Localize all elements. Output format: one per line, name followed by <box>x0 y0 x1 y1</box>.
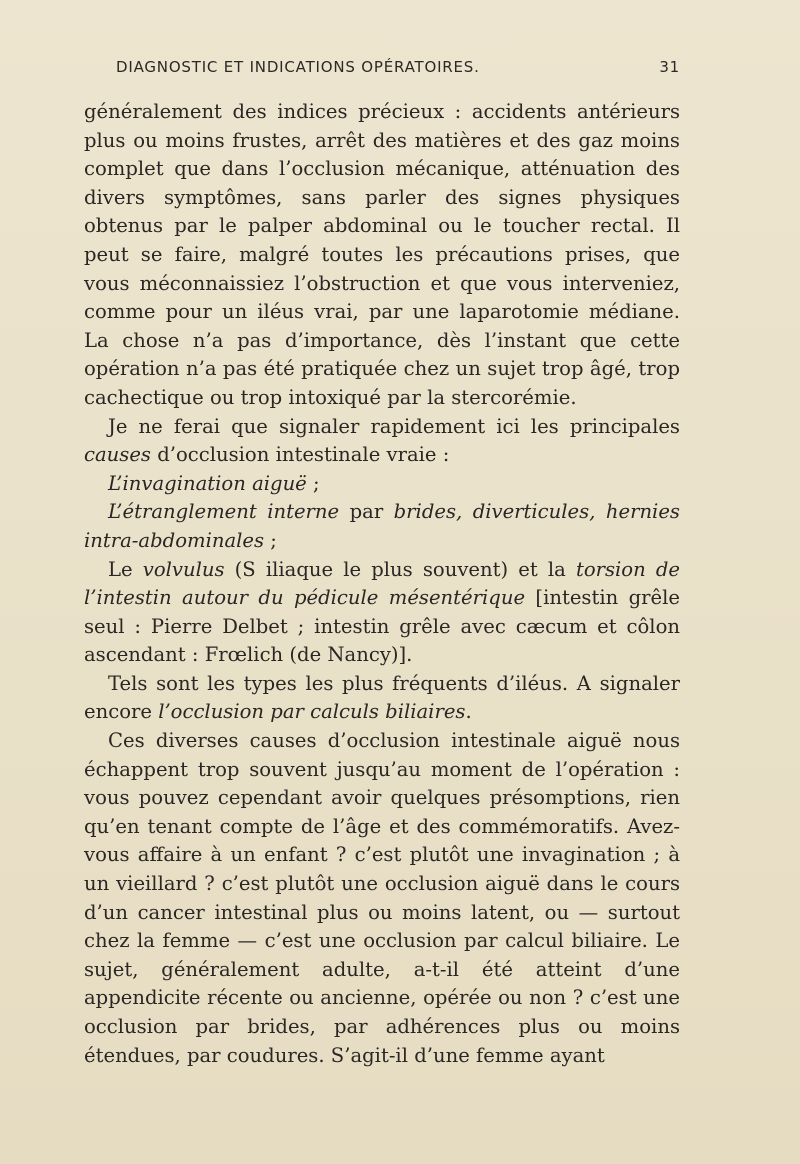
types-lead: Tels sont les types les plus fréquents d’iléus. A signaler encore <box>84 671 680 724</box>
cause-item-volvulus <box>84 556 680 670</box>
cause-item-invagination-tail: ; <box>306 471 320 495</box>
cause-item-etranglement-list: brides, diverticules, hernies intra-abdominales <box>84 500 680 552</box>
cause-item-etranglement-term: L’étranglement interne <box>108 500 340 524</box>
cause-item-volvulus-tail: [intestin grêle seul : Pierre Delbet ; intestin grêle avec cæcum et côlon ascendant : Frœlich (de Nancy)]. <box>84 586 681 667</box>
cause-item-volvulus-lead: Le <box>108 557 143 581</box>
running-head-title: DIAGNOSTIC ET INDICATIONS OPÉRATOIRES. <box>116 58 480 76</box>
paragraph-causes-intro <box>84 413 680 470</box>
cause-item-etranglement-tail: ; <box>264 528 277 552</box>
cause-item-volvulus-mid: (S iliaque le plus souvent) et la <box>224 557 576 581</box>
causes-intro-lead: Je ne ferai que signaler rapidement ici les principales <box>108 414 680 438</box>
paragraph-types <box>84 670 680 727</box>
page-number: 31 <box>659 58 680 76</box>
body-text <box>84 98 680 1070</box>
cause-item-etranglement-mid: par <box>339 500 394 524</box>
types-emphasis: l’occlusion par calculs biliaires <box>158 700 466 724</box>
types-tail: . <box>465 700 472 724</box>
causes-intro-emphasis: causes <box>84 443 151 467</box>
paragraph-symptoms: généralement des indices précieux : accidents antérieurs plus ou moins frustes, arrêt des matières et des gaz moins complet que dans l’occlusion mécanique, atténuation des divers symptômes, sans parler des signes physiques obtenus par le palper abdominal ou le toucher rectal. Il peut se faire, malgré toutes les précautions prises, que vous méconnaissiez l’obstruction et que vous interveniez, comme pour un iléus vrai, par une laparotomie médiane. La chose n’a pas d’importance, dès l’instant que cette opération n’a pas été pratiquée chez un sujet trop âgé, trop cachectique ou trop intoxiqué par la stercorémie. <box>84 100 680 409</box>
cause-item-volvulus-term: volvulus <box>142 557 225 581</box>
causes-intro-tail: d’occlusion intestinale vraie : <box>150 443 450 467</box>
cause-item-volvulus-torsion: torsion de l’intestin autour du pédicule mésentérique <box>84 557 681 610</box>
cause-item-invagination-term: L’invagination aiguë <box>108 471 307 495</box>
cause-item-etranglement <box>84 498 680 555</box>
paragraph-diagnosis: Ces diverses causes d’occlusion intestinale aiguë nous échappent trop souvent jusqu’au moment de l’opération : vous pouvez cependant avoir quelques présomptions, rien qu’en tenant compte de l’âge et des commémoratifs. Avez-vous affaire à un enfant ? c’est plutôt une invagination ; à un vieillard ? c’est plutôt une occlusion aiguë dans le cours d’un cancer intestinal plus ou moins latent, ou — surtout chez la femme — c’est une occlusion par calcul biliaire. Le sujet, généralement adulte, a-t-il été atteint d’une appendicite récente ou ancienne, opérée ou non ? c’est une occlusion par brides, par adhérences plus ou moins étendues, par coudures. S’agit-il d’une femme ayant <box>84 729 680 1067</box>
cause-item-invagination <box>84 470 680 499</box>
